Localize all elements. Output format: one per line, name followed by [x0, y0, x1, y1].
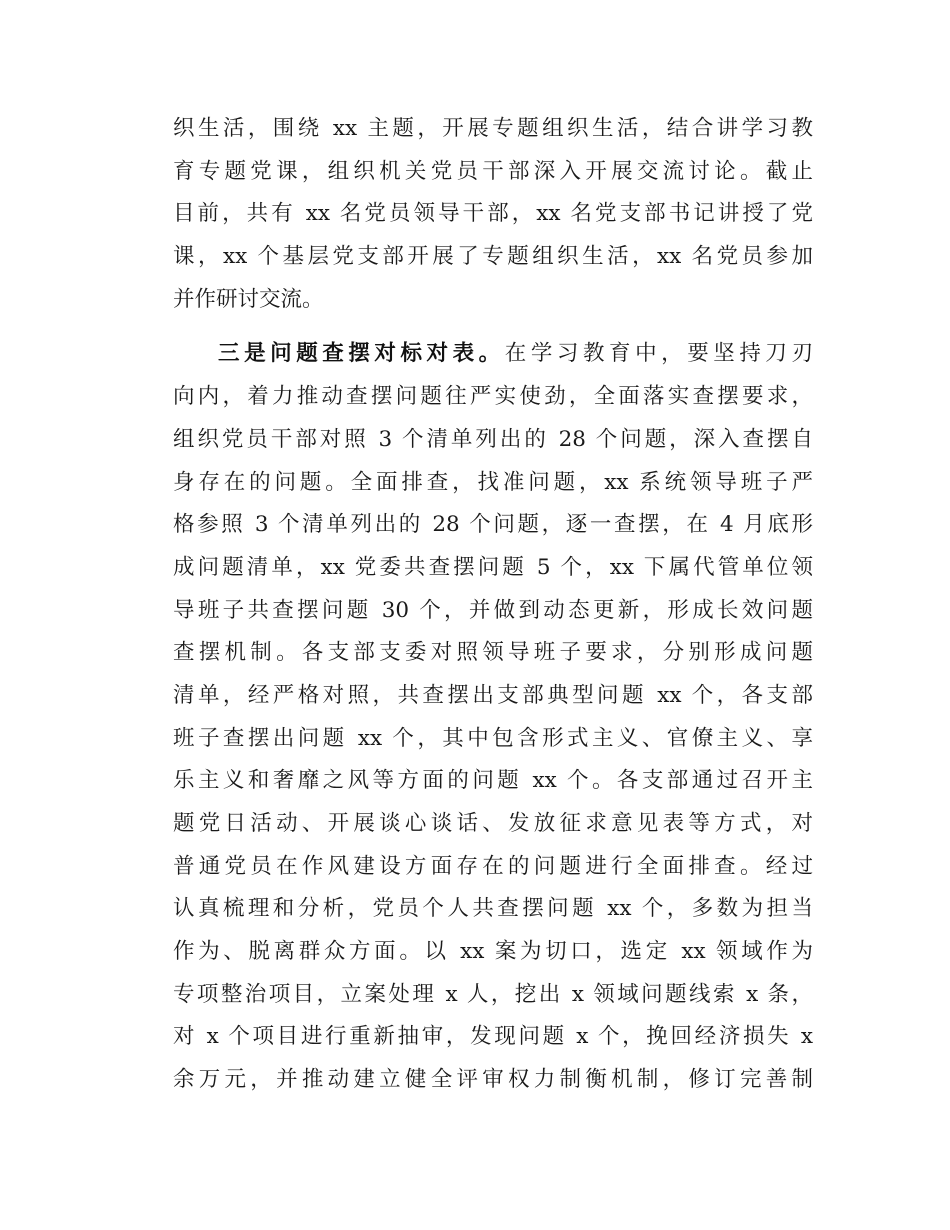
text-line: 课，xx 个基层党支部开展了专题组织生活，xx 名党员参加 [173, 244, 813, 270]
text-line: 专项整治项目，立案处理 x 人，挖出 x 领域问题线索 x 条， [173, 981, 813, 1007]
text-run: 在学习教育中，要坚持刀刃 [504, 341, 813, 367]
text-line: 普通党员在作风建设方面存在的问题进行全面排查。经过 [173, 853, 813, 879]
text-line: 余万元，并推动建立健全评审权力制衡机制，修订完善制 [173, 1067, 813, 1093]
paragraph-2 [173, 333, 813, 1101]
text-line: 对 x 个项目进行重新抽审，发现问题 x 个，挽回经济损失 x [173, 1024, 813, 1050]
text-line: 导班子共查摆问题 30 个，并做到动态更新，形成长效问题 [173, 597, 813, 623]
paragraph-1 [173, 108, 813, 321]
text-line: 认真梳理和分析，党员个人共查摆问题 xx 个，多数为担当 [173, 896, 813, 922]
paragraph-2-first-line [173, 333, 813, 376]
text-line: 向内，着力推动查摆问题往严实使劲，全面落实查摆要求， [173, 384, 813, 410]
paragraph-spacer [173, 321, 813, 333]
text-line: 织生活，围绕 xx 主题，开展专题组织生活，结合讲学习教 [173, 116, 813, 141]
document-body [173, 108, 813, 1102]
text-line: 作为、脱离群众方面。以 xx 案为切口，选定 xx 领域作为 [173, 939, 813, 965]
text-line: 成问题清单，xx 党委共查摆问题 5 个，xx 下属代管单位领 [173, 554, 813, 580]
text-line: 乐主义和奢靡之风等方面的问题 xx 个。各支部通过召开主 [173, 768, 813, 794]
text-line: 格参照 3 个清单列出的 28 个问题，逐一查摆，在 4 月底形 [173, 512, 813, 538]
text-line: 组织党员干部对照 3 个清单列出的 28 个问题，深入查摆自 [173, 426, 813, 452]
text-line: 并作研讨交流。 [173, 286, 324, 312]
section-heading: 三是问题查摆对标对表。 [218, 341, 505, 367]
text-line: 身存在的问题。全面排查，找准问题，xx 系统领导班子严 [173, 469, 813, 495]
text-line: 育专题党课，组织机关党员干部深入开展交流讨论。截止 [173, 158, 813, 184]
text-line: 查摆机制。各支部支委对照领导班子要求，分别形成问题 [173, 640, 813, 666]
text-line: 目前，共有 xx 名党员领导干部，xx 名党支部书记讲授了党 [173, 201, 813, 227]
text-line: 班子查摆出问题 xx 个，其中包含形式主义、官僚主义、享 [173, 725, 813, 751]
text-line: 清单，经严格对照，共查摆出支部典型问题 xx 个，各支部 [173, 682, 813, 708]
text-line: 题党日活动、开展谈心谈话、发放征求意见表等方式，对 [173, 811, 813, 836]
